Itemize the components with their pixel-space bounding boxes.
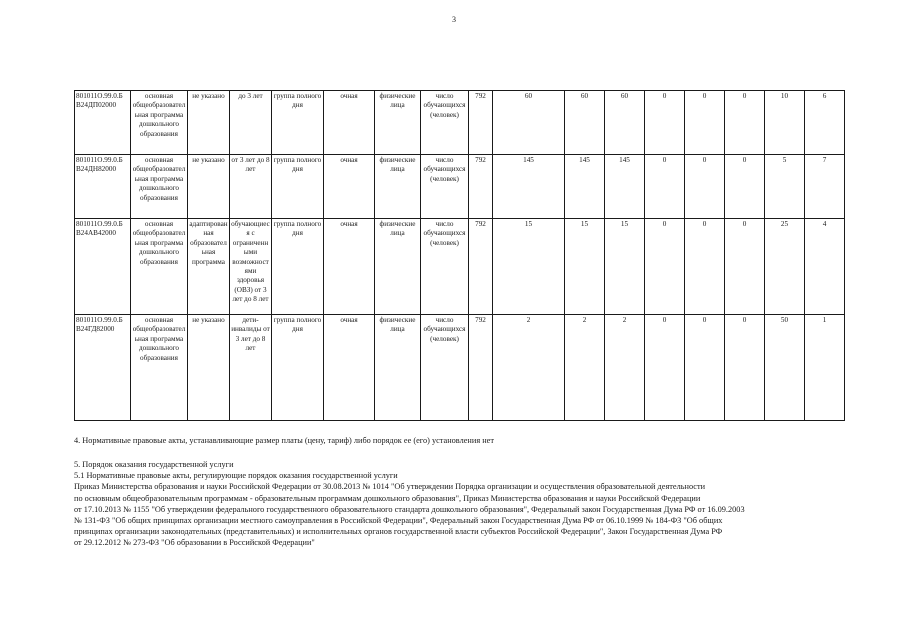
table-cell: 0 [645,315,685,421]
table-cell: основная общеобразовательная программа дошкольного образования [131,315,188,421]
table-cell: 0 [725,91,765,155]
services-table [74,90,845,421]
table-cell: 2 [605,315,645,421]
table-cell: 792 [469,315,493,421]
table-cell: число обучающихся (человек) [421,155,469,219]
table-cell: число обучающихся (человек) [421,91,469,155]
table-cell: от 3 лет до 8 лет [230,155,272,219]
table-cell: 15 [605,219,645,315]
table-body [75,91,845,421]
table-cell: 0 [685,91,725,155]
section-4 [74,435,854,446]
table-cell: 0 [685,315,725,421]
table-cell: очная [324,155,375,219]
section-5-line: по основным общеобразовательным программам - образовательным программам дошкольного образования", Приказ Министерства образования и науки Российской Федерации [74,493,701,503]
table-cell: 145 [565,155,605,219]
table-cell: группа полного дня [272,155,324,219]
table-cell: 0 [645,219,685,315]
table-cell: очная [324,315,375,421]
section-5-subtitle: 5.1 Нормативные правовые акты, регулирующие порядок оказания государственной услуги [74,471,398,481]
table-cell: 0 [645,155,685,219]
table-cell: основная общеобразовательная программа дошкольного образования [131,155,188,219]
table-cell: основная общеобразовательная программа дошкольного образования [131,91,188,155]
table-row [75,155,845,219]
section-5-line: от 17.10.2013 № 1155 "Об утверждении федерального государственного образовательного стандарта дошкольного образования", Федеральный закон Государственная Дума РФ от 16.09.2003 [74,504,745,514]
table-cell: не указано [188,91,230,155]
table-cell: число обучающихся (человек) [421,315,469,421]
table-cell: число обучающихся (человек) [421,219,469,315]
table-cell: 50 [765,315,805,421]
table-cell: очная [324,219,375,315]
table-cell: 0 [685,155,725,219]
table-cell: очная [324,91,375,155]
table-cell: 2 [493,315,565,421]
table-cell: 801011О.99.0.Б В24ГД82000 [75,315,131,421]
table-cell: 801011О.99.0.Б В24ДП02000 [75,91,131,155]
section-5 [74,459,854,549]
page-number: 3 [452,15,456,24]
table-cell: 60 [493,91,565,155]
table-row [75,219,845,315]
table-cell: дети-инвалиды от 3 лет до 8 лет [230,315,272,421]
table-cell: 0 [725,315,765,421]
table-cell: 2 [565,315,605,421]
table-cell: 801011О.99.0.Б В24ДН82000 [75,155,131,219]
table-cell: 15 [493,219,565,315]
table-cell: 60 [565,91,605,155]
table-cell: физические лица [375,155,421,219]
table-cell: адаптированная образовательная программа [188,219,230,315]
section-4-text: 4. Нормативные правовые акты, устанавливающие размер платы (цену, тариф) либо порядок ее (его) установления нет [74,436,494,445]
table-cell: 0 [645,91,685,155]
section-5-line: принципах организации законодательных (представительных) и исполнительных органов государственной власти субъектов Российской Федерации", Закон Государственная Дума РФ [74,527,723,537]
table-cell: 145 [493,155,565,219]
table-cell: группа полного дня [272,315,324,421]
table-cell: 145 [605,155,645,219]
table-cell: 801011О.99.0.Б В24АВ42000 [75,219,131,315]
table-cell: 6 [805,91,845,155]
table-cell: 792 [469,155,493,219]
table-cell: 4 [805,219,845,315]
table-cell: группа полного дня [272,219,324,315]
table-cell: 0 [685,219,725,315]
table-cell: не указано [188,315,230,421]
table-cell: не указано [188,155,230,219]
table-cell: физические лица [375,219,421,315]
table-cell: физические лица [375,91,421,155]
section-5-line: от 29.12.2012 № 273-ФЗ "Об образовании в Российской Федерации" [74,538,315,548]
table-row [75,315,845,421]
table-cell: 7 [805,155,845,219]
table-cell: 10 [765,91,805,155]
table-cell: группа полного дня [272,91,324,155]
section-5-line: № 131-ФЗ "Об общих принципах организации местного самоуправления в Российской Федерации", Федеральный закон Государственная Дума РФ от 06.10.1999 № 184-ФЗ "Об общих [74,516,723,526]
table-cell: 0 [725,155,765,219]
table-cell: 5 [765,155,805,219]
table-cell: физические лица [375,315,421,421]
section-5-title: 5. Порядок оказания государственной услуги [74,460,234,469]
table-cell: 25 [765,219,805,315]
table-cell: 792 [469,91,493,155]
table-cell: 1 [805,315,845,421]
table-cell: 60 [605,91,645,155]
table-row [75,91,845,155]
table-cell: обучающиеся с ограниченными возможностями здоровья (ОВЗ) от 3 лет до 8 лет [230,219,272,315]
section-5-line: Приказ Министерства образования и науки Российской Федерации от 30.08.2013 № 1014 "Об утверждении Порядка организации и осуществления образовательной деятельности [74,482,706,492]
table-cell: до 3 лет [230,91,272,155]
table-cell: основная общеобразовательная программа дошкольного образования [131,219,188,315]
table-cell: 792 [469,219,493,315]
table-cell: 15 [565,219,605,315]
table-cell: 0 [725,219,765,315]
